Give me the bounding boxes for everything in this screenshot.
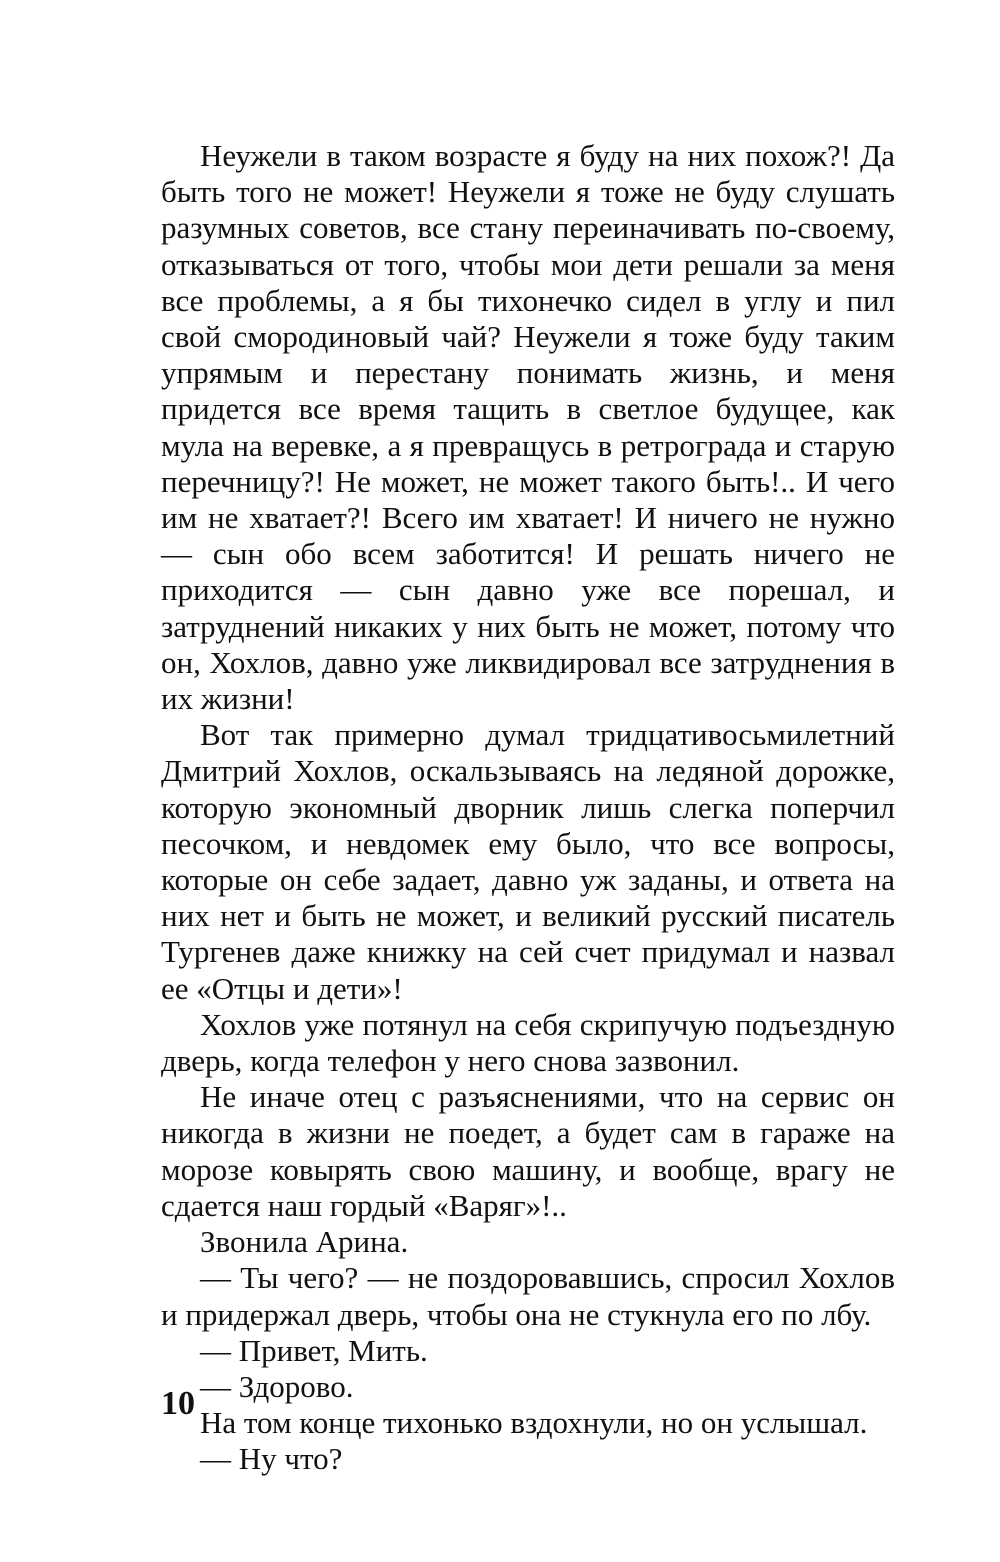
paragraph-4: Не иначе отец с разъяснениями, что на сервис он никогда в жизни не поедет, а будет сам в гараже на морозе ковырять свою машину, и вообще, врагу не сдается наш гордый «Варяг»!.. [161, 1079, 895, 1223]
paragraph-8: — Здорово. [200, 1368, 354, 1404]
paragraph-10: — Ну что? [200, 1441, 343, 1477]
paragraph-6: — Ты чего? — не поздоровавшись, спросил Хохлов и придержал дверь, чтобы она не стукнула его по лбу. [161, 1260, 895, 1332]
paragraph-9: На том конце тихонько вздохнули, но он услышал. [200, 1405, 868, 1441]
paragraph-7: — Привет, Мить. [200, 1332, 428, 1368]
page-number: 10 [161, 1385, 195, 1422]
paragraph-1: Неужели в таком возрасте я буду на них похож?! Да быть того не может! Неужели я тоже не буду слушать разумных советов, все стану переиначивать по-своему, отказываться от того, чтобы мои дети решали за меня все проблемы, а я бы тихонечко сидел в углу и пил свой смородиновый чай? Неужели я тоже буду таким упрямым и перестану понимать жизнь, и меня придется все время тащить в светлое будущее, как мула на веревке, а я превращусь в ретроградa и старую перечницу?! Не может, не может такого быть!.. И чего им не хватает?! Всего им хватает! И ничего не нужно — сын обо всем заботится! И решать ничего не приходится — сын давно уже все порешал, и затруднений никаких у них быть не может, потому что он, Хохлов, давно уже ликвидировал все затруднения в их жизни! [161, 138, 895, 717]
paragraph-2: Вот так примерно думал тридцативосьмилетний Дмитрий Хохлов, оскальзываясь на ледяной дорожке, которую экономный дворник лишь слегка поперчил песочком, и невдомек ему было, что все вопросы, которые он себе задает, давно уж заданы, и ответа на них нет и быть не может, и великий русский писатель Тургенев даже книжку на сей счет придумал и назвал ее «Отцы и дети»! [161, 717, 895, 1006]
book-page-body [161, 138, 895, 1478]
paragraph-5: Звонила Арина. [200, 1224, 409, 1260]
paragraph-3: Хохлов уже потянул на себя скрипучую подъездную дверь, когда телефон у него снова зазвонил. [161, 1006, 895, 1079]
